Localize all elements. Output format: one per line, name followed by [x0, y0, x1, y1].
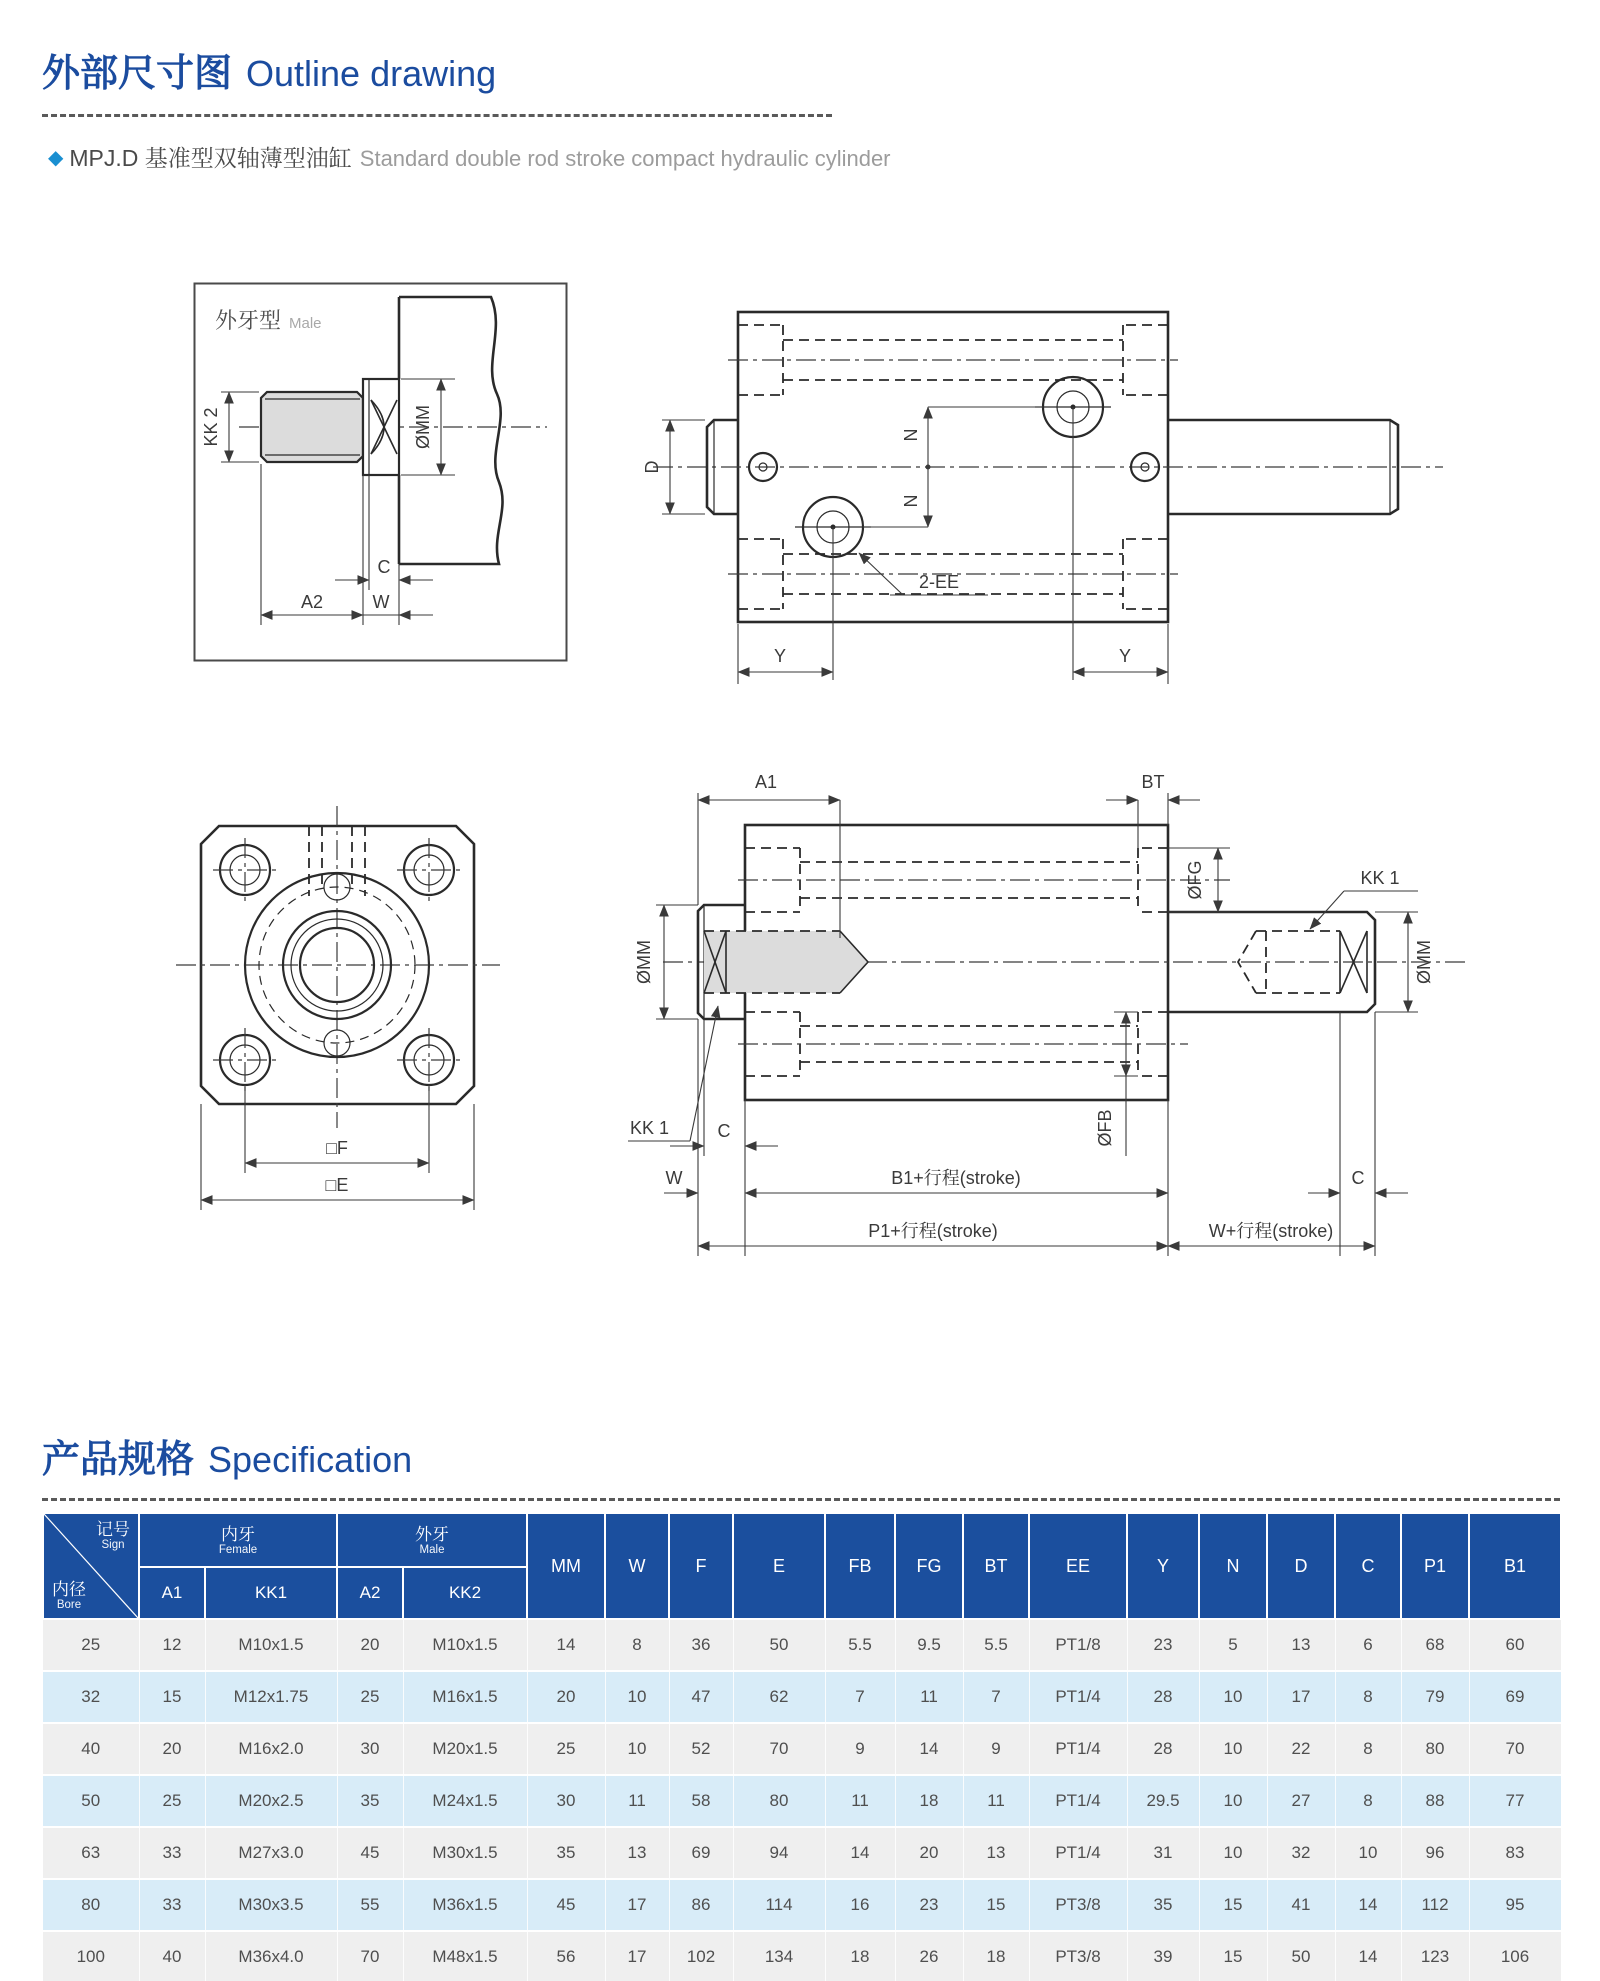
- spec-table-cell: M30x1.5: [403, 1827, 527, 1879]
- spec-table-cell: 14: [895, 1723, 963, 1775]
- spec-table-row: [43, 1775, 1561, 1827]
- dim-label-kk2: KK 2: [201, 407, 221, 447]
- dim-label-fb: ØFB: [1095, 1109, 1115, 1147]
- spec-table-cell: 112: [1401, 1879, 1469, 1931]
- spec-table-cell: 102: [669, 1931, 733, 1981]
- spec-table-cell: 56: [527, 1931, 605, 1981]
- sub-column-header-kk2: KK2: [403, 1567, 527, 1619]
- spec-table-cell: 22: [1267, 1723, 1335, 1775]
- spec-table-cell: M16x2.0: [205, 1723, 337, 1775]
- spec-table-cell: M10x1.5: [205, 1619, 337, 1671]
- sub-column-header-a1: A1: [139, 1567, 205, 1619]
- spec-table-cell: 18: [963, 1931, 1029, 1981]
- spec-table-cell: PT1/4: [1029, 1671, 1127, 1723]
- spec-table-cell: 10: [1199, 1775, 1267, 1827]
- column-header-n: N: [1199, 1513, 1267, 1619]
- spec-table-cell: M12x1.75: [205, 1671, 337, 1723]
- spec-table-cell: M10x1.5: [403, 1619, 527, 1671]
- spec-table-cell: 23: [895, 1879, 963, 1931]
- spec-table-cell: 33: [139, 1827, 205, 1879]
- spec-table-cell: 96: [1401, 1827, 1469, 1879]
- model-subtitle-zh: MPJ.D 基准型双轴薄型油缸: [69, 145, 352, 171]
- spec-table-cell: M36x1.5: [403, 1879, 527, 1931]
- spec-table-cell: 106: [1469, 1931, 1561, 1981]
- spec-table-cell: 15: [1199, 1931, 1267, 1981]
- outline-title-zh: 外部尺寸图: [42, 53, 233, 95]
- spec-table-cell: 40: [43, 1723, 139, 1775]
- dim-label-w: W: [372, 592, 390, 612]
- spec-table-cell: 15: [1199, 1879, 1267, 1931]
- spec-table-cell: 13: [963, 1827, 1029, 1879]
- spec-table-cell: 35: [527, 1827, 605, 1879]
- spec-table-cell: 18: [895, 1775, 963, 1827]
- dim-label-2ee: 2-EE: [918, 572, 960, 592]
- spec-table-cell: 14: [1335, 1931, 1401, 1981]
- male-thread-group-header: 外牙 Male: [337, 1513, 527, 1567]
- spec-table-row: [43, 1723, 1561, 1775]
- cylinder-top-view-drawing: [628, 222, 1458, 697]
- corner-header-cell: [43, 1513, 139, 1619]
- spec-section-title: [42, 1428, 412, 1483]
- spec-table-cell: 20: [337, 1619, 403, 1671]
- spec-table-cell: 8: [1335, 1723, 1401, 1775]
- spec-table-cell: 16: [825, 1879, 895, 1931]
- column-header-ee: EE: [1029, 1513, 1127, 1619]
- spec-table-cell: 28: [1127, 1671, 1199, 1723]
- spec-table-cell: 18: [825, 1931, 895, 1981]
- male-thread-detail-drawing: [193, 282, 568, 662]
- spec-table-cell: 10: [1199, 1671, 1267, 1723]
- spec-table-cell: 8: [1335, 1775, 1401, 1827]
- spec-title-zh: 产品规格: [42, 1439, 195, 1481]
- spec-table-cell: 5.5: [825, 1619, 895, 1671]
- spec-table-cell: 25: [43, 1619, 139, 1671]
- spec-table-cell: 17: [605, 1879, 669, 1931]
- spec-table-cell: 10: [1199, 1723, 1267, 1775]
- spec-table-cell: 80: [733, 1775, 825, 1827]
- spec-table-cell: 11: [605, 1775, 669, 1827]
- spec-table-cell: 63: [43, 1827, 139, 1879]
- spec-table-cell: 40: [139, 1931, 205, 1981]
- spec-table-cell: 25: [527, 1723, 605, 1775]
- dim-label-n-upper: N: [901, 428, 921, 442]
- spec-table-cell: 25: [337, 1671, 403, 1723]
- spec-table-cell: 5: [1199, 1619, 1267, 1671]
- dim-label-w-stroke: W+行程(stroke): [1208, 1221, 1334, 1241]
- dim-label-mm-left: ØMM: [634, 940, 654, 984]
- sub-column-header-kk1: KK1: [205, 1567, 337, 1619]
- spec-table-cell: 58: [669, 1775, 733, 1827]
- dim-label-mm-right: ØMM: [1414, 940, 1434, 984]
- spec-table-cell: 11: [825, 1775, 895, 1827]
- dim-label-mm: ØMM: [413, 405, 433, 449]
- dim-label-c: C: [377, 557, 391, 577]
- dim-label-a2: A2: [300, 592, 324, 612]
- spec-table-row: [43, 1619, 1561, 1671]
- spec-table-cell: 14: [825, 1827, 895, 1879]
- spec-table-cell: 27: [1267, 1775, 1335, 1827]
- spec-table-cell: PT1/4: [1029, 1775, 1127, 1827]
- spec-table-cell: 33: [139, 1879, 205, 1931]
- dim-label-y-right: Y: [1118, 646, 1132, 666]
- spec-table-cell: 5.5: [963, 1619, 1029, 1671]
- sub-column-header-a2: A2: [337, 1567, 403, 1619]
- outline-section-title: [42, 42, 496, 97]
- thread-label-kk1-left: KK 1: [630, 1118, 670, 1138]
- column-header-y: Y: [1127, 1513, 1199, 1619]
- spec-table-cell: M30x3.5: [205, 1879, 337, 1931]
- spec-table-cell: 52: [669, 1723, 733, 1775]
- spec-table-cell: 20: [139, 1723, 205, 1775]
- spec-table-cell: 70: [337, 1931, 403, 1981]
- dim-label-a1: A1: [754, 772, 778, 792]
- spec-table-cell: 31: [1127, 1827, 1199, 1879]
- spec-table-cell: 35: [1127, 1879, 1199, 1931]
- spec-table-cell: M20x1.5: [403, 1723, 527, 1775]
- spec-table-cell: M20x2.5: [205, 1775, 337, 1827]
- cylinder-front-view-drawing: [168, 788, 568, 1253]
- spec-table-cell: 15: [139, 1671, 205, 1723]
- spec-table-cell: 15: [963, 1879, 1029, 1931]
- column-header-w: W: [605, 1513, 669, 1619]
- spec-table: [42, 1512, 1562, 1981]
- dim-label-y-left: Y: [773, 646, 787, 666]
- spec-title-rule: [42, 1498, 1560, 1501]
- thread-label-kk1-right: KK 1: [1360, 868, 1400, 888]
- spec-table-cell: 7: [963, 1671, 1029, 1723]
- spec-table-cell: 9: [963, 1723, 1029, 1775]
- spec-table-cell: 10: [605, 1723, 669, 1775]
- spec-table-row: [43, 1827, 1561, 1879]
- spec-table-cell: PT3/8: [1029, 1879, 1127, 1931]
- spec-table-cell: 60: [1469, 1619, 1561, 1671]
- spec-table-cell: 11: [963, 1775, 1029, 1827]
- spec-table-cell: 86: [669, 1879, 733, 1931]
- spec-table-cell: M36x4.0: [205, 1931, 337, 1981]
- spec-table-cell: 41: [1267, 1879, 1335, 1931]
- spec-table-cell: 123: [1401, 1931, 1469, 1981]
- spec-table-cell: 50: [733, 1619, 825, 1671]
- spec-table-cell: 55: [337, 1879, 403, 1931]
- spec-table-cell: 36: [669, 1619, 733, 1671]
- column-header-f: F: [669, 1513, 733, 1619]
- spec-table-cell: 30: [337, 1723, 403, 1775]
- dim-label-f: □F: [326, 1138, 348, 1158]
- spec-table-cell: 45: [337, 1827, 403, 1879]
- drawing-caption-zh: 外牙型: [215, 308, 282, 333]
- spec-table-cell: 62: [733, 1671, 825, 1723]
- spec-table-cell: M27x3.0: [205, 1827, 337, 1879]
- column-header-c: C: [1335, 1513, 1401, 1619]
- column-header-mm: MM: [527, 1513, 605, 1619]
- spec-table-cell: 32: [43, 1671, 139, 1723]
- model-subtitle: [48, 140, 891, 173]
- dim-label-d: D: [642, 460, 662, 474]
- spec-table-cell: 17: [1267, 1671, 1335, 1723]
- corner-bore-label: 内径 Bore: [52, 1580, 86, 1611]
- dim-label-c-left: C: [717, 1121, 731, 1141]
- spec-table-cell: PT1/4: [1029, 1827, 1127, 1879]
- spec-table-cell: 50: [1267, 1931, 1335, 1981]
- spec-table-cell: PT3/8: [1029, 1931, 1127, 1981]
- dim-label-b1-stroke: B1+行程(stroke): [891, 1168, 1021, 1188]
- spec-table-cell: 50: [43, 1775, 139, 1827]
- diamond-bullet-icon: ◆: [48, 147, 64, 169]
- spec-table-cell: 20: [895, 1827, 963, 1879]
- spec-table-cell: 83: [1469, 1827, 1561, 1879]
- spec-table-cell: 28: [1127, 1723, 1199, 1775]
- dim-label-n-lower: N: [901, 494, 921, 508]
- spec-table-cell: 69: [1469, 1671, 1561, 1723]
- outline-title-rule: [42, 114, 832, 117]
- dim-label-w-left: W: [665, 1168, 683, 1188]
- spec-table-cell: 9.5: [895, 1619, 963, 1671]
- spec-table-row: [43, 1879, 1561, 1931]
- spec-table-cell: 45: [527, 1879, 605, 1931]
- spec-table-cell: M16x1.5: [403, 1671, 527, 1723]
- spec-table-cell: 20: [527, 1671, 605, 1723]
- spec-table-cell: 95: [1469, 1879, 1561, 1931]
- spec-table-cell: 30: [527, 1775, 605, 1827]
- model-subtitle-en: Standard double rod stroke compact hydraulic cylinder: [359, 146, 891, 171]
- spec-table-cell: PT1/8: [1029, 1619, 1127, 1671]
- spec-table-cell: 7: [825, 1671, 895, 1723]
- dim-label-bt: BT: [1141, 772, 1165, 792]
- spec-table-cell: 32: [1267, 1827, 1335, 1879]
- spec-table-cell: PT1/4: [1029, 1723, 1127, 1775]
- dim-label-c-right: C: [1351, 1168, 1365, 1188]
- column-header-b1: B1: [1469, 1513, 1561, 1619]
- dim-label-e: □E: [325, 1175, 349, 1195]
- spec-table-cell: 10: [605, 1671, 669, 1723]
- spec-table-cell: 69: [669, 1827, 733, 1879]
- spec-table-cell: 14: [527, 1619, 605, 1671]
- spec-table-cell: 35: [337, 1775, 403, 1827]
- spec-table-cell: 26: [895, 1931, 963, 1981]
- spec-table-cell: 25: [139, 1775, 205, 1827]
- spec-table-container: [42, 1512, 1560, 1981]
- spec-table-cell: 80: [1401, 1723, 1469, 1775]
- spec-table-cell: 10: [1335, 1827, 1401, 1879]
- spec-title-en: Specification: [208, 1439, 413, 1480]
- spec-table-cell: 11: [895, 1671, 963, 1723]
- spec-table-cell: 14: [1335, 1879, 1401, 1931]
- spec-table-cell: 9: [825, 1723, 895, 1775]
- column-header-fg: FG: [895, 1513, 963, 1619]
- spec-table-cell: 134: [733, 1931, 825, 1981]
- spec-table-cell: 23: [1127, 1619, 1199, 1671]
- spec-table-row: [43, 1671, 1561, 1723]
- spec-table-cell: 79: [1401, 1671, 1469, 1723]
- spec-table-cell: 88: [1401, 1775, 1469, 1827]
- spec-table-cell: 39: [1127, 1931, 1199, 1981]
- spec-table-cell: 114: [733, 1879, 825, 1931]
- spec-table-cell: 70: [1469, 1723, 1561, 1775]
- spec-table-row: [43, 1931, 1561, 1981]
- column-header-p1: P1: [1401, 1513, 1469, 1619]
- spec-table-cell: 8: [605, 1619, 669, 1671]
- spec-table-cell: 8: [1335, 1671, 1401, 1723]
- spec-table-cell: 13: [1267, 1619, 1335, 1671]
- spec-table-cell: 17: [605, 1931, 669, 1981]
- dim-label-p1-stroke: P1+行程(stroke): [868, 1221, 998, 1241]
- column-header-d: D: [1267, 1513, 1335, 1619]
- spec-table-cell: 77: [1469, 1775, 1561, 1827]
- cylinder-section-view-drawing: [618, 688, 1500, 1266]
- spec-table-cell: 47: [669, 1671, 733, 1723]
- spec-table-cell: 100: [43, 1931, 139, 1981]
- spec-table-cell: 12: [139, 1619, 205, 1671]
- spec-table-cell: 94: [733, 1827, 825, 1879]
- dim-label-fg: ØFG: [1185, 860, 1205, 900]
- spec-table-cell: 13: [605, 1827, 669, 1879]
- spec-table-cell: 29.5: [1127, 1775, 1199, 1827]
- spec-table-cell: 10: [1199, 1827, 1267, 1879]
- corner-sign-label: 记号 Sign: [96, 1520, 130, 1551]
- spec-table-cell: 6: [1335, 1619, 1401, 1671]
- spec-table-cell: M24x1.5: [403, 1775, 527, 1827]
- drawing-caption-en: Male: [289, 315, 322, 332]
- column-header-bt: BT: [963, 1513, 1029, 1619]
- spec-table-cell: 68: [1401, 1619, 1469, 1671]
- column-header-fb: FB: [825, 1513, 895, 1619]
- column-header-e: E: [733, 1513, 825, 1619]
- female-thread-group-header: 内牙 Female: [139, 1513, 337, 1567]
- spec-table-cell: 80: [43, 1879, 139, 1931]
- outline-title-en: Outline drawing: [246, 53, 497, 94]
- spec-table-cell: 70: [733, 1723, 825, 1775]
- spec-table-cell: M48x1.5: [403, 1931, 527, 1981]
